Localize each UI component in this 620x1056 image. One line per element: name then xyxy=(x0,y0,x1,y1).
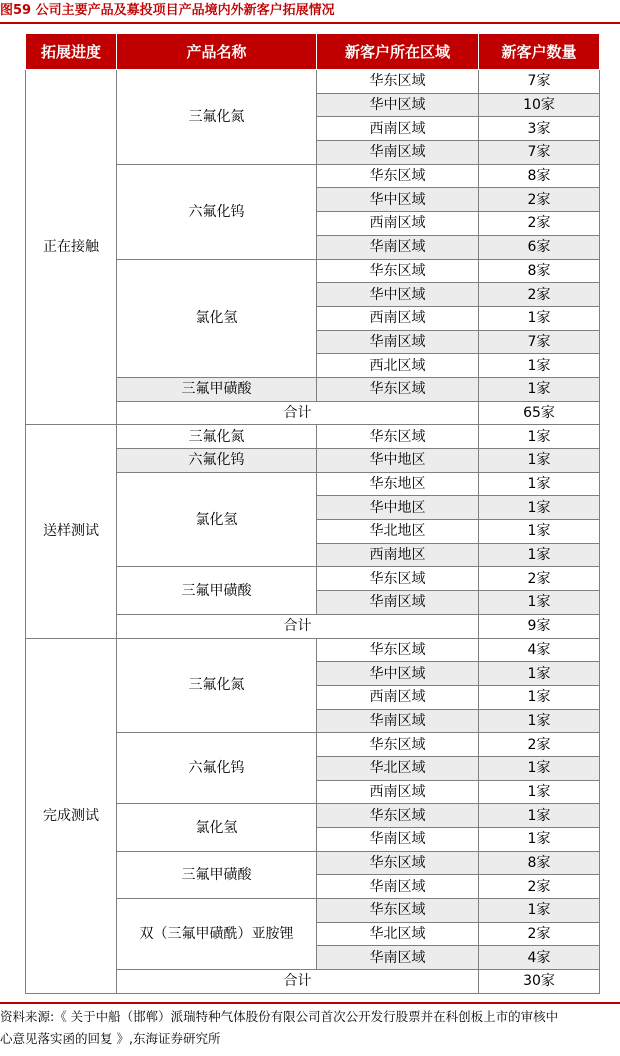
region-cell: 华中区域 xyxy=(317,188,479,212)
count-cell: 1家 xyxy=(479,425,600,449)
product-cell: 三氟化氮 xyxy=(117,425,317,449)
count-cell: 10家 xyxy=(479,93,600,117)
region-cell: 华北地区 xyxy=(317,520,479,544)
count-cell: 7家 xyxy=(479,70,600,94)
count-cell: 4家 xyxy=(479,638,600,662)
table-body xyxy=(26,70,600,994)
region-cell: 华南区域 xyxy=(317,946,479,970)
region-cell: 华东区域 xyxy=(317,899,479,923)
region-cell: 华东地区 xyxy=(317,472,479,496)
total-label: 合计 xyxy=(117,614,479,638)
header-stage: 拓展进度 xyxy=(26,34,117,70)
total-value: 65家 xyxy=(479,401,600,425)
region-cell: 华东区域 xyxy=(317,851,479,875)
region-cell: 华中地区 xyxy=(317,496,479,520)
stage-cell: 送样测试 xyxy=(26,425,117,638)
region-cell: 华东区域 xyxy=(317,70,479,94)
count-cell: 1家 xyxy=(479,828,600,852)
count-cell: 8家 xyxy=(479,851,600,875)
count-cell: 1家 xyxy=(479,354,600,378)
product-cell: 三氟化氮 xyxy=(117,638,317,733)
count-cell: 1家 xyxy=(479,306,600,330)
count-cell: 1家 xyxy=(479,804,600,828)
region-cell: 华东区域 xyxy=(317,638,479,662)
region-cell: 华北区域 xyxy=(317,922,479,946)
region-cell: 华中区域 xyxy=(317,662,479,686)
total-label: 合计 xyxy=(117,970,479,994)
count-cell: 2家 xyxy=(479,922,600,946)
product-cell: 氯化氢 xyxy=(117,804,317,851)
stage-cell: 完成测试 xyxy=(26,638,117,993)
product-cell: 六氟化钨 xyxy=(117,449,317,473)
region-cell: 西南区域 xyxy=(317,780,479,804)
header-row xyxy=(26,34,600,70)
count-cell: 7家 xyxy=(479,141,600,165)
region-cell: 西南区域 xyxy=(317,685,479,709)
product-cell: 氯化氢 xyxy=(117,259,317,377)
region-cell: 西南区域 xyxy=(317,117,479,141)
product-cell: 六氟化钨 xyxy=(117,164,317,259)
region-cell: 华南区域 xyxy=(317,330,479,354)
product-cell: 三氟化氮 xyxy=(117,70,317,165)
source-line-2: 心意见落实函的回复 》,东海证券研究所 xyxy=(0,1031,221,1046)
region-cell: 西南地区 xyxy=(317,543,479,567)
region-cell: 西南区域 xyxy=(317,212,479,236)
figure-title: 图59 公司主要产品及募投项目产品境内外新客户拓展情况 xyxy=(0,3,335,18)
count-cell: 1家 xyxy=(479,449,600,473)
source-rule xyxy=(0,1002,620,1004)
region-cell: 华东区域 xyxy=(317,567,479,591)
product-cell: 三氟甲磺酸 xyxy=(117,851,317,898)
count-cell: 1家 xyxy=(479,899,600,923)
count-cell: 8家 xyxy=(479,259,600,283)
region-cell: 华东区域 xyxy=(317,377,479,401)
count-cell: 1家 xyxy=(479,543,600,567)
region-cell: 西北区域 xyxy=(317,354,479,378)
region-cell: 华南区域 xyxy=(317,828,479,852)
count-cell: 1家 xyxy=(479,472,600,496)
count-cell: 1家 xyxy=(479,685,600,709)
region-cell: 华东区域 xyxy=(317,804,479,828)
count-cell: 7家 xyxy=(479,330,600,354)
stage-cell: 正在接触 xyxy=(26,70,117,425)
region-cell: 西南区域 xyxy=(317,306,479,330)
source-line-1: 资料来源:《 关于中船（邯郸）派瑞特种气体股份有限公司首次公开发行股票并在科创板上市的审核中 xyxy=(0,1009,559,1024)
customer-expansion-table xyxy=(25,33,600,994)
count-cell: 1家 xyxy=(479,662,600,686)
count-cell: 2家 xyxy=(479,733,600,757)
count-cell: 1家 xyxy=(479,756,600,780)
region-cell: 华南区域 xyxy=(317,875,479,899)
count-cell: 8家 xyxy=(479,164,600,188)
product-cell: 氯化氢 xyxy=(117,472,317,567)
count-cell: 1家 xyxy=(479,780,600,804)
region-cell: 华东区域 xyxy=(317,733,479,757)
count-cell: 1家 xyxy=(479,709,600,733)
count-cell: 2家 xyxy=(479,567,600,591)
product-cell: 双（三氟甲磺酰）亚胺锂 xyxy=(117,899,317,970)
header-region: 新客户所在区域 xyxy=(317,34,479,70)
count-cell: 2家 xyxy=(479,875,600,899)
count-cell: 1家 xyxy=(479,496,600,520)
product-cell: 六氟化钨 xyxy=(117,733,317,804)
region-cell: 华南区域 xyxy=(317,235,479,259)
total-label: 合计 xyxy=(117,401,479,425)
region-cell: 华北区域 xyxy=(317,756,479,780)
total-value: 30家 xyxy=(479,970,600,994)
region-cell: 华东区域 xyxy=(317,259,479,283)
count-cell: 2家 xyxy=(479,283,600,307)
title-rule xyxy=(0,22,620,24)
table-row xyxy=(26,425,600,449)
region-cell: 华东区域 xyxy=(317,164,479,188)
table-row xyxy=(26,70,600,94)
count-cell: 4家 xyxy=(479,946,600,970)
region-cell: 华中区域 xyxy=(317,283,479,307)
header-count: 新客户数量 xyxy=(479,34,600,70)
count-cell: 6家 xyxy=(479,235,600,259)
count-cell: 1家 xyxy=(479,591,600,615)
count-cell: 1家 xyxy=(479,520,600,544)
region-cell: 华东区域 xyxy=(317,425,479,449)
product-cell: 三氟甲磺酸 xyxy=(117,377,317,401)
region-cell: 华南区域 xyxy=(317,591,479,615)
count-cell: 3家 xyxy=(479,117,600,141)
count-cell: 2家 xyxy=(479,188,600,212)
region-cell: 华中地区 xyxy=(317,449,479,473)
total-value: 9家 xyxy=(479,614,600,638)
count-cell: 1家 xyxy=(479,377,600,401)
product-cell: 三氟甲磺酸 xyxy=(117,567,317,614)
count-cell: 2家 xyxy=(479,212,600,236)
table-row xyxy=(26,638,600,662)
region-cell: 华南区域 xyxy=(317,141,479,165)
region-cell: 华中区域 xyxy=(317,93,479,117)
header-product: 产品名称 xyxy=(117,34,317,70)
region-cell: 华南区域 xyxy=(317,709,479,733)
